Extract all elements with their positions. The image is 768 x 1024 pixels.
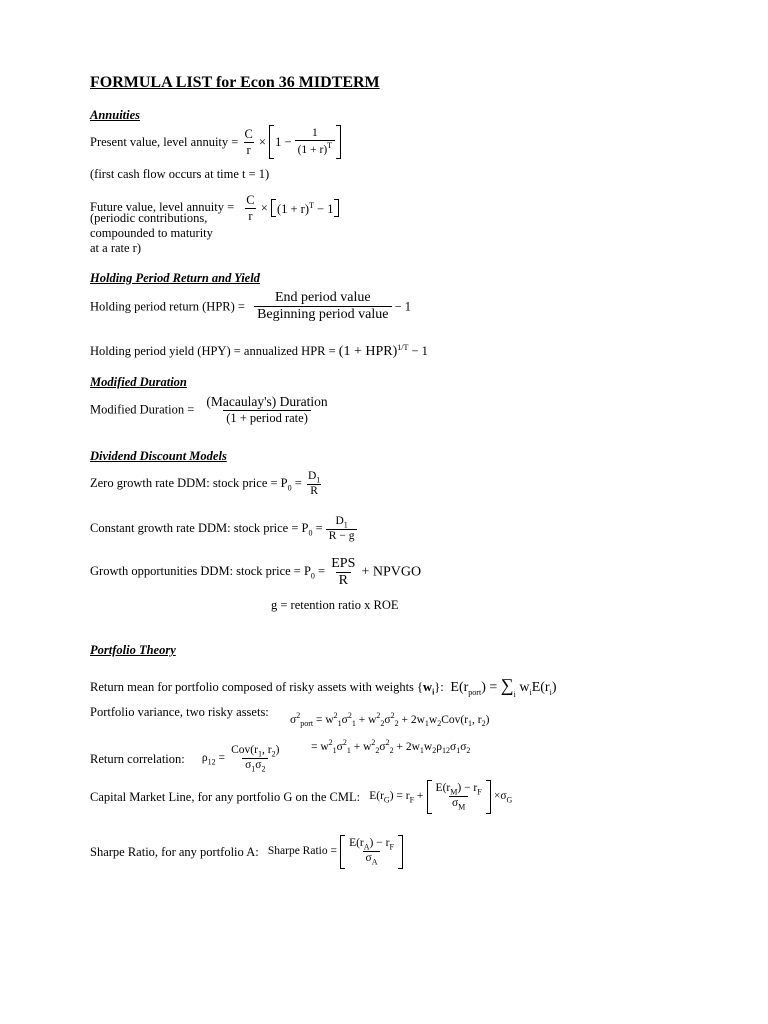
const-growth-formula: Constant growth rate DDM: stock price = $P_0$ = $\frac{D_1}{R - g}$ — [90, 515, 357, 544]
duration-label: Modified Duration = — [90, 402, 195, 417]
sharpe-word: Sharpe Ratio = — [267, 845, 337, 858]
corr-label: Return correlation: — [90, 751, 185, 766]
section-heading-duration: Modified Duration — [90, 375, 187, 389]
hpr-fraction — [254, 290, 391, 323]
fv-label: Future value, level annuity = — [90, 200, 235, 214]
duration-numerator: (Macaulay's) Duration — [206, 394, 328, 409]
pv-bracket: 1 − $\frac{1}{(1 + r)^T}$ — [275, 127, 335, 157]
c-over-r-fv: $\frac{C}{r}$ — [246, 193, 255, 223]
variance-formula: $\sigma^2_{port} = w^2_1\sigma^2_1 + w^2_2\sigma^2_2 + 2w_1w_2Cov(r_1$, $r_2$) = $w^2_1\sigma^2_1 + w^2_2\sigma^2_2 + 2w_1w_2\rho_{12}\sigma_1\sigma_2$ — [290, 711, 490, 756]
hpr-formula: Holding period return (HPR) = $\frac{\text{End period value}}{\text{Beginning period value}}$ − 1 — [90, 290, 412, 323]
page-title: FORMULA LIST for Econ 36 MIDTERM — [90, 74, 380, 91]
sharpe-label: Sharpe Ratio, for any portfolio A: — [90, 844, 259, 859]
mean-label-end: }: — [434, 680, 444, 694]
pv-formula: Present value, level annuity = $\frac{C}{r}$ × 1 − $\frac{1}{(1 + r)^T}$ — [90, 127, 341, 157]
d1-over-r: $\frac{D_1}{R}$ — [307, 470, 321, 498]
g-formula: g = retention ratio x ROE — [271, 598, 399, 612]
hpr-label: Holding period return (HPR) = — [90, 299, 245, 314]
section-heading-hpr: Holding Period Return and Yield — [90, 271, 260, 285]
duration-formula — [90, 394, 331, 425]
correlation-formula: Return correlation: $\rho_{12}$ = $\frac{Cov(r_1, r_2)}{\sigma_1\sigma_2}$ — [90, 744, 282, 774]
d1-over-r-g: $\frac{D_1}{R - g}$ — [326, 515, 358, 544]
hpy-formula: Holding period yield (HPY) = annualized HPR = (1 + HPR)$^{1/T}$ − 1 — [90, 343, 428, 360]
corr-fraction: $\frac{Cov(r_1, r_2)}{\sigma_1\sigma_2}$ — [231, 744, 280, 774]
duration-denominator: (1 + period rate) — [223, 410, 311, 425]
zero-growth-label: Zero growth rate DDM: stock price = P — [90, 476, 288, 490]
cml-formula: Capital Market Line, for any portfolio G on the CML: $E(r_G) = r_F$ + $\frac{E(r_M) - r_F}{\sigma_M}$ $\times\sigma_G$ — [90, 782, 512, 812]
section-heading-ddm: Dividend Discount Models — [90, 449, 227, 463]
mean-label: Return mean for portfolio composed of risky assets with weights { — [90, 680, 424, 694]
fv-note-line2: compounded to maturity — [90, 226, 213, 240]
growth-opp-label: Growth opportunities DDM: stock price = P — [90, 564, 311, 579]
eps-text: EPS — [331, 556, 356, 571]
zero-growth-formula: Zero growth rate DDM: stock price = $P_0$ = $\frac{D_1}{R}$ — [90, 470, 323, 499]
portfolio-mean-formula: Return mean for portfolio composed of risky assets with weights $\{w_i\}$: $E(r_{port}) = \sum_i$ $w_iE(r_i)$ — [90, 675, 557, 699]
hpr-denominator: Beginning period value — [254, 306, 391, 323]
fv-note-line3: at a rate r) — [90, 241, 142, 255]
growth-opp-formula: Growth opportunities DDM: stock price = $P_0$ = $\frac{\text{EPS}}{R}$ + NPVGO — [90, 556, 422, 589]
pv-note: (first cash flow occurs at time t = 1) — [90, 167, 270, 181]
fv-note-line1: (periodic contributions, — [90, 211, 208, 225]
c-over-r: $\frac{C}{r}$ — [244, 127, 253, 157]
const-growth-label: Constant growth rate DDM: stock price = P — [90, 521, 309, 535]
cml-bracket: $\frac{E(r_M) - r_F}{\sigma_M}$ — [433, 782, 485, 812]
fv-bracket: $(1 + r)^T - 1$ — [277, 200, 334, 216]
section-heading-annuities: Annuities — [90, 108, 141, 122]
variance-label: Portfolio variance, two risky assets: — [90, 705, 269, 719]
npvgo-term: + NPVGO — [361, 564, 422, 580]
cml-label: Capital Market Line, for any portfolio G on the CML: — [90, 789, 361, 804]
sharpe-formula — [90, 837, 403, 867]
sharpe-bracket: $\frac{E(r_A) - r_F}{\sigma_A}$ — [346, 837, 397, 867]
section-heading-portfolio: Portfolio Theory — [90, 643, 176, 657]
hpr-numerator: End period value — [274, 290, 371, 305]
duration-fraction — [203, 394, 330, 425]
fv-note — [90, 211, 213, 256]
eps-over-r: $\frac{\text{EPS}}{R}$ — [328, 556, 358, 589]
fv-formula: Future value, level annuity = $\frac{C}{r}$ × $(1 + r)^T - 1$ — [90, 190, 339, 223]
pv-label: Present value, level annuity = — [90, 134, 239, 149]
hpy-label: Holding period yield (HPY) = annualized HPR = — [90, 344, 336, 359]
